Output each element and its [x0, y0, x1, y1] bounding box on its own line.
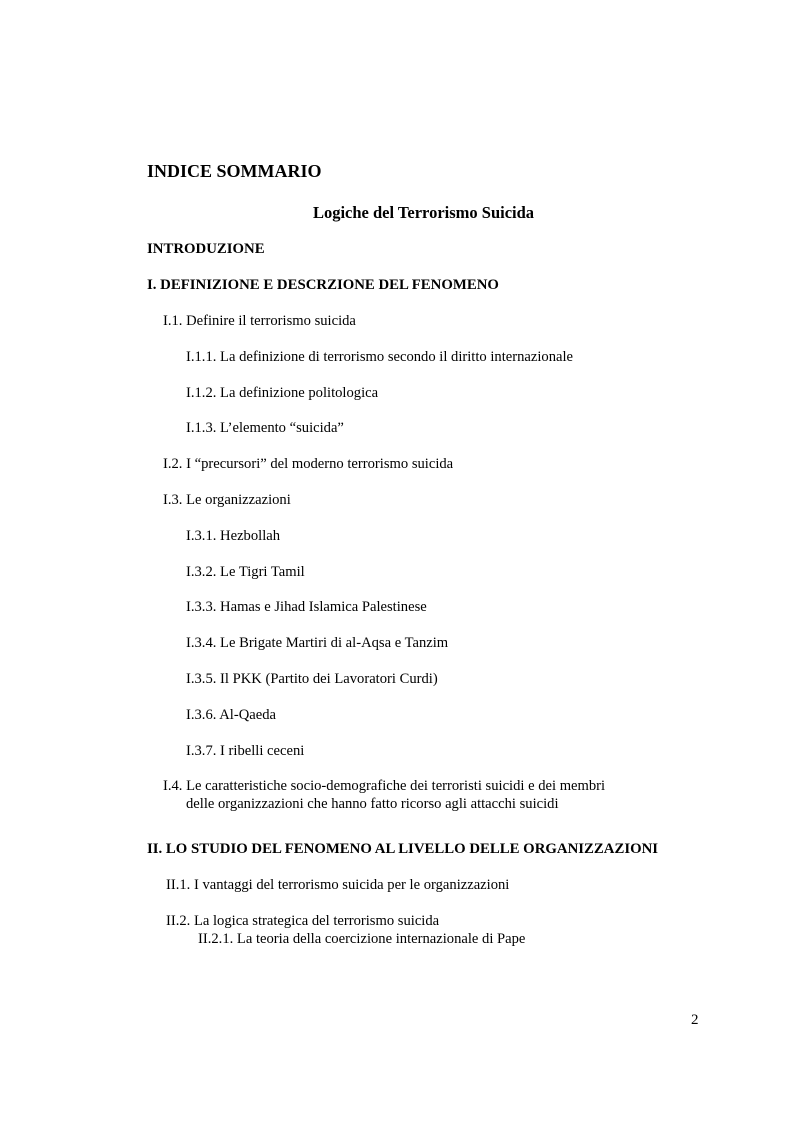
toc-section-1-3: I.3. Le organizzazioni — [163, 492, 291, 508]
toc-section-2-1: II.1. I vantaggi del terrorismo suicida per le organizzazioni — [166, 877, 510, 893]
toc-subsection-1-3-2: I.3.2. Le Tigri Tamil — [186, 564, 305, 580]
toc-section-1-4-continuation: delle organizzazioni che hanno fatto ricorso agli attacchi suicidi — [186, 796, 559, 812]
toc-section-1-1: I.1. Definire il terrorismo suicida — [163, 313, 356, 329]
toc-subsection-1-3-6: I.3.6. Al-Qaeda — [186, 707, 276, 723]
toc-subsection-1-1-3: I.1.3. L’elemento “suicida” — [186, 420, 344, 436]
toc-subsection-1-3-1: I.3.1. Hezbollah — [186, 528, 281, 544]
toc-subsection-1-3-5: I.3.5. Il PKK (Partito dei Lavoratori Curdi) — [186, 671, 438, 687]
toc-chapter-1-title: I. DEFINIZIONE E DESCRZIONE DEL FENOMENO — [147, 277, 499, 293]
toc-subsection-1-3-4: I.3.4. Le Brigate Martiri di al-Aqsa e Tanzim — [186, 635, 449, 651]
toc-section-1-2: I.2. I “precursori” del moderno terrorismo suicida — [163, 456, 454, 472]
toc-subsection-1-3-7: I.3.7. I ribelli ceceni — [186, 743, 305, 759]
toc-subsection-1-1-2: I.1.2. La definizione politologica — [186, 385, 379, 401]
document-subtitle: Logiche del Terrorismo Suicida — [312, 203, 535, 222]
toc-subsection-1-3-3: I.3.3. Hamas e Jihad Islamica Palestinese — [186, 599, 427, 615]
page-number: 2 — [691, 1012, 699, 1028]
toc-chapter-2-title: II. LO STUDIO DEL FENOMENO AL LIVELLO DELLE ORGANIZZAZIONI — [147, 841, 659, 857]
page-title: INDICE SOMMARIO — [147, 161, 322, 181]
toc-introduzione: INTRODUZIONE — [147, 241, 265, 257]
toc-subsection-2-2-1: II.2.1. La teoria della coercizione internazionale di Pape — [198, 931, 526, 947]
toc-section-2-2: II.2. La logica strategica del terrorismo suicida — [166, 913, 440, 929]
toc-subsection-1-1-1: I.1.1. La definizione di terrorismo secondo il diritto internazionale — [186, 349, 574, 365]
toc-section-1-4: I.4. Le caratteristiche socio-demografiche dei terroristi suicidi e dei membri — [163, 778, 606, 794]
